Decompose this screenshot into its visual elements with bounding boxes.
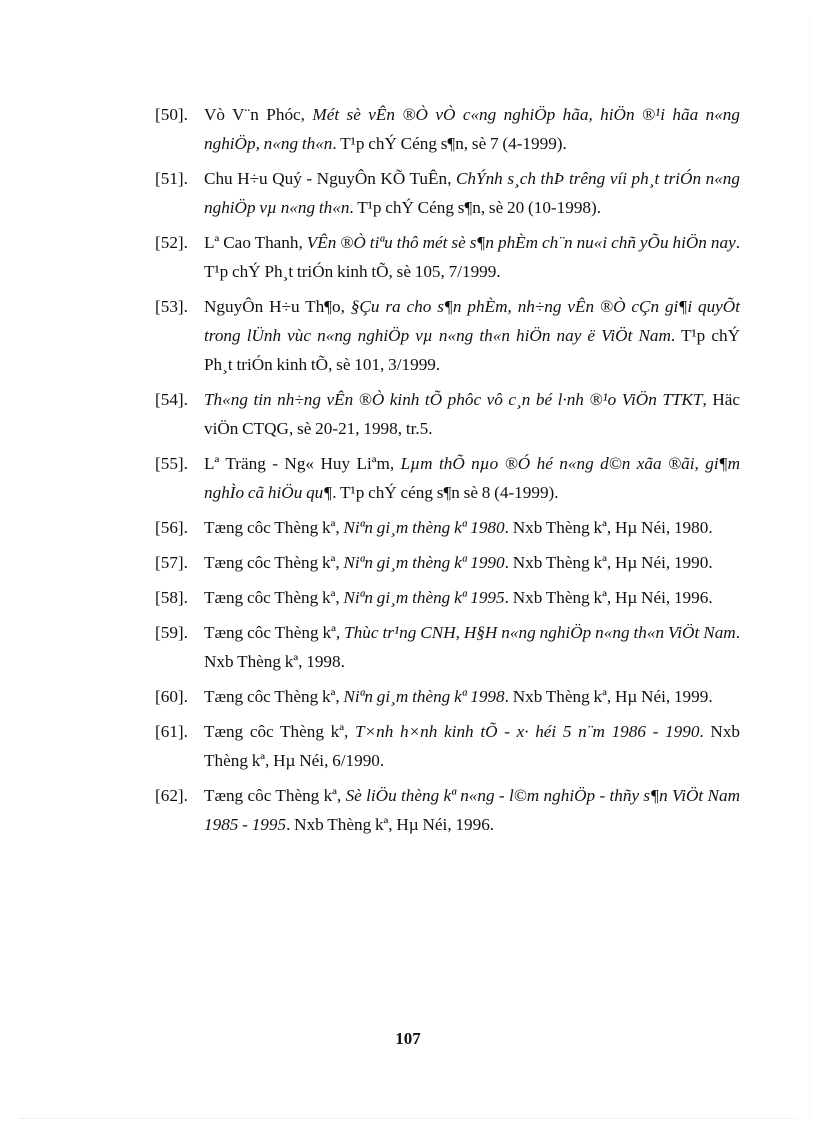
reference-item: [155, 100, 740, 158]
reference-item: [155, 618, 740, 676]
reference-author: NguyÔn H÷u Th¶o,: [204, 297, 351, 316]
reference-source: . Nxb Thèng kª, Hµ Néi, 6/1990.: [204, 722, 741, 770]
reference-item: [155, 717, 740, 775]
side-divider: [809, 20, 810, 1118]
reference-item: [155, 583, 740, 612]
reference-author: Chu H÷u Quý - NguyÔn KÕ TuÊn,: [204, 169, 456, 188]
reference-source: . Nxb Thèng kª, 1998.: [204, 623, 740, 671]
reference-text: [204, 228, 740, 286]
reference-source: , Häc viÖn CTQG, sè 20-21, 1998, tr.5.: [204, 390, 740, 438]
reference-title: VÊn ®Ò tiªu thô mét sè s¶n phÈm ch¨n nu«i chñ yÕu hiÖn nay: [306, 233, 736, 252]
reference-title: Lµm thÕ nµo ®Ó hé n«ng d©n xãa ®ãi, gi¶m nghÌo cã hiÖu qu¶: [204, 454, 741, 502]
reference-item: [155, 682, 740, 711]
reference-author: Lª Träng - Ng« Huy Liªm,: [204, 454, 401, 473]
reference-source: . T¹p chÝ Ph¸t triÓn kinh tÕ, sè 101, 3/1999.: [204, 326, 740, 374]
reference-author: Tæng côc Thèng kª,: [204, 687, 344, 706]
reference-number: [56].: [155, 518, 188, 537]
reference-title: Niªn gi¸m thèng kª 1980: [343, 518, 505, 537]
reference-title: T×nh h×nh kinh tÕ - x· héi 5 n¨m 1986 - 1990: [354, 722, 700, 741]
reference-number: [54].: [155, 390, 188, 409]
reference-author: Tæng côc Thèng kª,: [204, 588, 344, 607]
reference-title: Mét sè vÊn ®Ò vÒ c«ng nghiÖp hãa, hiÖn ®¹i hãa n«ng nghiÖp, n«ng th«n: [204, 105, 740, 153]
reference-number: [58].: [155, 588, 188, 607]
reference-text: [204, 717, 740, 775]
reference-author: Tæng côc Thèng kª,: [204, 623, 345, 642]
reference-title: Niªn gi¸m thèng kª 1990: [343, 553, 505, 572]
reference-author: Vò V¨n Phóc,: [204, 105, 313, 124]
reference-author: Lª Cao Thanh,: [204, 233, 307, 252]
reference-title: ChÝnh s¸ch thÞ trêng víi ph¸t triÓn n«ng nghiÖp vµ n«ng th«n: [204, 169, 740, 217]
reference-number: [59].: [155, 623, 188, 642]
reference-item: [155, 164, 740, 222]
reference-item: [155, 228, 740, 286]
reference-text: [204, 292, 740, 379]
reference-item: [155, 781, 740, 839]
reference-number: [55].: [155, 454, 188, 473]
reference-number: [61].: [155, 722, 188, 741]
reference-title: Niªn gi¸m thèng kª 1998: [343, 687, 505, 706]
reference-source: . Nxb Thèng kª, Hµ Néi, 1980.: [504, 518, 713, 537]
reference-title: Niªn gi¸m thèng kª 1995: [343, 588, 505, 607]
reference-text: [204, 385, 740, 443]
reference-number: [50].: [155, 105, 188, 124]
reference-item: [155, 292, 740, 379]
reference-source: . T¹p chÝ Ph¸t triÓn kinh tÕ, sè 105, 7/1999.: [204, 233, 741, 281]
reference-text: [204, 618, 740, 676]
reference-item: [155, 513, 740, 542]
reference-source: . Nxb Thèng kª, Hµ Néi, 1990.: [504, 553, 713, 572]
reference-source: . T¹p chÝ céng s¶n sè 8 (4-1999).: [332, 483, 559, 502]
reference-source: . Nxb Thèng kª, Hµ Néi, 1996.: [286, 815, 495, 834]
reference-text: [204, 513, 740, 542]
reference-item: [155, 385, 740, 443]
reference-author: Tæng côc Thèng kª,: [204, 518, 344, 537]
reference-number: [53].: [155, 297, 188, 316]
reference-source: . T¹p chÝ Céng s¶n, sè 20 (10-1998).: [349, 198, 602, 217]
reference-number: [60].: [155, 687, 188, 706]
reference-text: [204, 583, 740, 612]
reference-source: . Nxb Thèng kª, Hµ Néi, 1996.: [504, 588, 713, 607]
reference-author: Tæng côc Thèng kª,: [204, 553, 344, 572]
reference-author: Tæng côc Thèng kª,: [204, 786, 346, 805]
reference-number: [52].: [155, 233, 188, 252]
reference-text: [204, 100, 740, 158]
reference-text: [204, 164, 740, 222]
reference-author: Tæng côc Thèng kª,: [204, 722, 355, 741]
footer-divider: [20, 1118, 796, 1119]
reference-text: [204, 449, 740, 507]
reference-title: Thùc tr¹ng CNH, H§H n«ng nghiÖp n«ng th«n ViÖt Nam: [344, 623, 736, 642]
reference-number: [57].: [155, 553, 188, 572]
reference-text: [204, 682, 740, 711]
reference-text: [204, 781, 740, 839]
reference-source: . Nxb Thèng kª, Hµ Néi, 1999.: [504, 687, 713, 706]
reference-number: [62].: [155, 786, 188, 805]
reference-text: [204, 548, 740, 577]
reference-source: . T¹p chÝ Céng s¶n, sè 7 (4-1999).: [332, 134, 567, 153]
page-number: 107: [395, 1029, 421, 1048]
reference-list: [155, 100, 740, 845]
reference-item: [155, 548, 740, 577]
reference-number: [51].: [155, 169, 188, 188]
reference-title: §Çu ra cho s¶n phÈm, nh÷ng vÊn ®Ò cÇn gi¶i quyÕt trong lÜnh vùc n«ng nghiÖp vµ n«ng th«n hiÖn nay ë ViÖt Nam: [204, 297, 740, 345]
reference-item: [155, 449, 740, 507]
reference-title: Th«ng tin nh÷ng vÊn ®Ò kinh tÕ phôc vô c¸n bé l·nh ®¹o ViÖn TTKT: [204, 390, 703, 409]
reference-title: Sè liÖu thèng kª n«ng - l©m nghiÖp - thñy s¶n ViÖt Nam 1985 - 1995: [204, 786, 741, 834]
